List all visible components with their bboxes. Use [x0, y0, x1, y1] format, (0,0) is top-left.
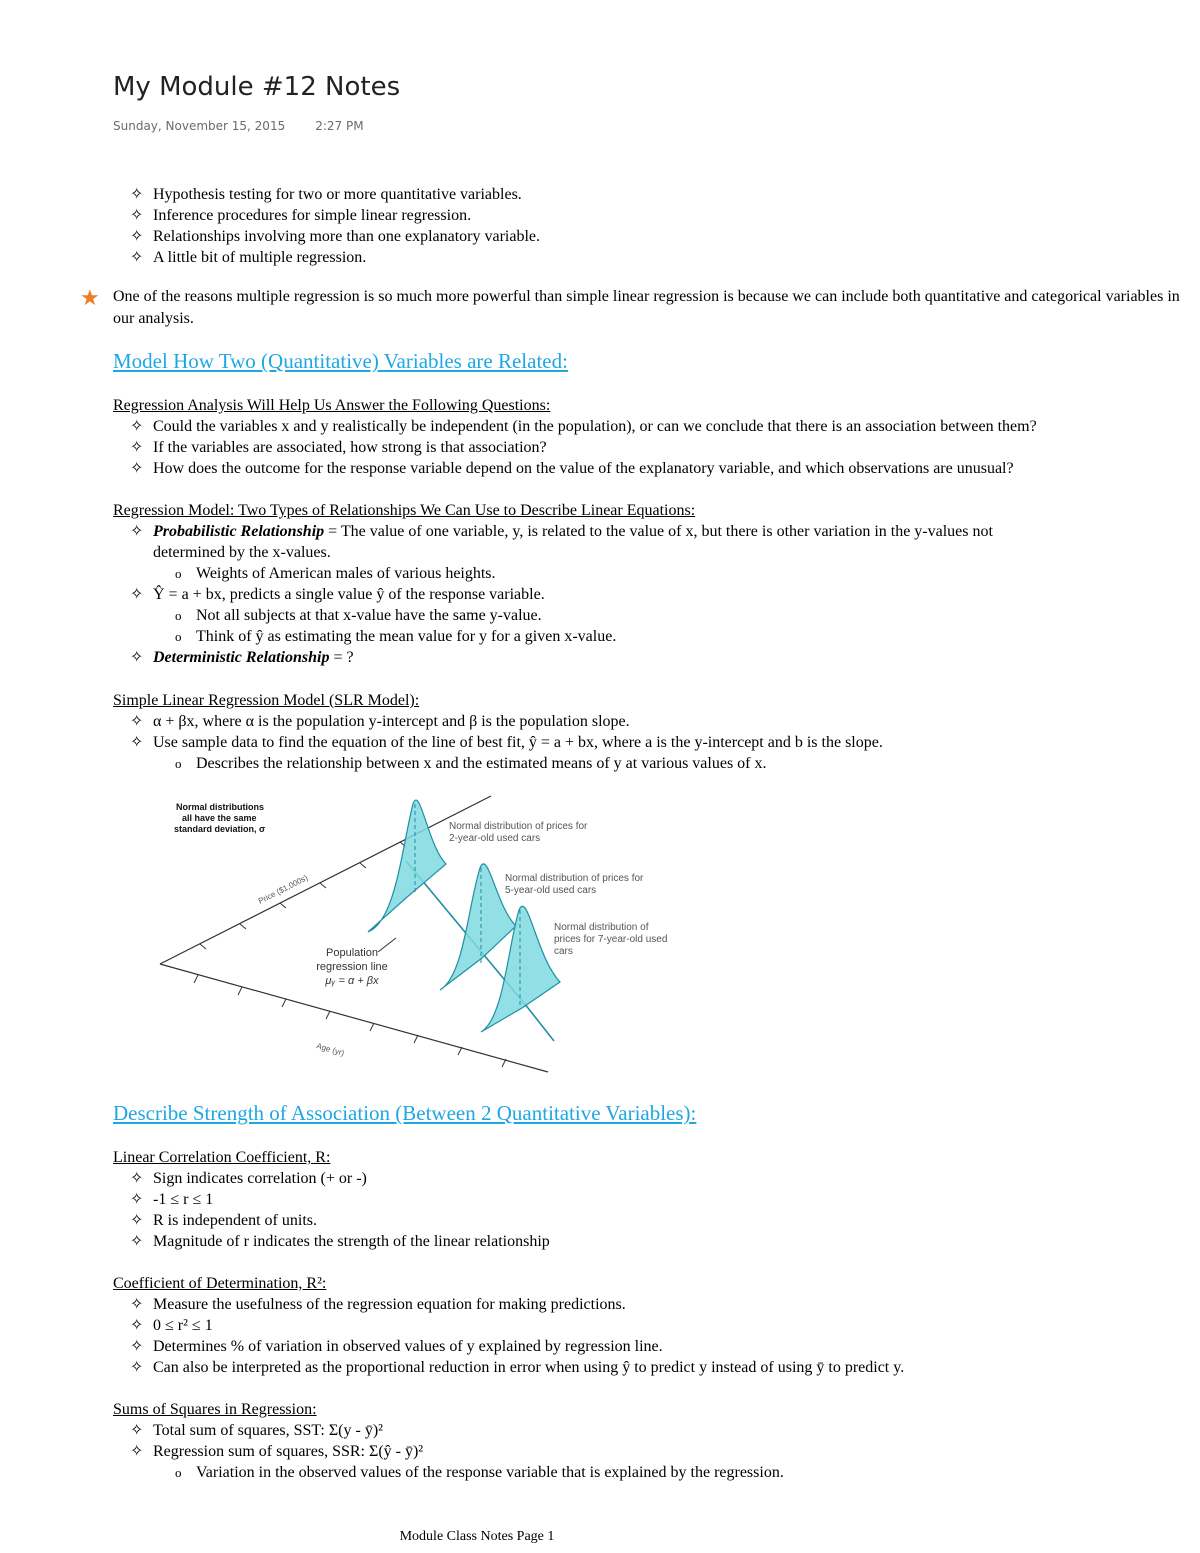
subsection-label: Sums of Squares in Regression: [113, 1401, 317, 1418]
list-item: ✧ Magnitude of r indicates the strength of the linear relationship [130, 1233, 550, 1250]
list-item: ✧ Relationships involving more than one explanatory variable. [130, 228, 541, 245]
regression-line-extension [528, 1008, 554, 1041]
population-line-label [316, 947, 388, 987]
population-pointer [378, 938, 396, 952]
subsection-label: Regression Analysis Will Help Us Answer the Following Questions: [113, 397, 551, 414]
svg-text:2-year-old used cars: 2-year-old used cars [449, 833, 541, 844]
regression-questions [0, 395, 1037, 479]
bullet-icon: ✧ [130, 1422, 144, 1439]
list-item: ✧ Hypothesis testing for two or more quantitative variables. [130, 186, 522, 203]
list-item: ✧ Could the variables x and y realistically be independent (in the population), or can we conclude that there is an association between them? [130, 418, 1037, 435]
page-timestamp [113, 119, 364, 133]
bullet-icon: ✧ [130, 1443, 144, 1460]
price-axis-ticks [200, 842, 406, 949]
slr-model [0, 690, 883, 774]
page-time: 2:27 PM [315, 119, 364, 133]
list-item: ✧ -1 ≤ r ≤ 1 [130, 1191, 214, 1208]
list-item: ✧ Ŷ = a + bx, predicts a single value ŷ of the response variable. [130, 586, 545, 603]
bullet-icon: ✧ [130, 649, 144, 666]
sub-list-item: o Not all subjects at that x-value have the same y-value. [175, 607, 542, 624]
sigma-note [174, 802, 265, 834]
bell-curve-2yr [368, 800, 446, 932]
bullet-icon: ✧ [130, 460, 144, 477]
list-item: ✧ 0 ≤ r² ≤ 1 [130, 1317, 213, 1334]
sub-list-item: o Describes the relationship between x and the estimated means of y at various values of x. [175, 755, 767, 772]
intro-bullet-list [0, 184, 540, 268]
svg-text:regression line: regression line [316, 961, 388, 973]
list-item: ✧ Probabilistic Relationship = The value of one variable, y, is related to the value of x, but there is other variation in the y-values not [130, 523, 993, 540]
star-icon: ★ [80, 285, 100, 310]
list-item: ✧ Inference procedures for simple linear regression. [130, 207, 472, 224]
list-item: ✧ If the variables are associated, how strong is that association? [130, 439, 547, 456]
bullet-icon: ✧ [130, 186, 144, 203]
circle-bullet-icon: o [175, 566, 182, 581]
svg-text:Normal distribution of prices: Normal distribution of prices for [505, 873, 644, 884]
bullet-icon: ✧ [130, 523, 144, 540]
list-item: ✧ α + βx, where α is the population y-intercept and β is the population slope. [130, 713, 630, 730]
list-item: ✧ R is independent of units. [130, 1212, 317, 1229]
sub-list-item: o Weights of American males of various heights. [175, 565, 496, 582]
bullet-icon: ✧ [130, 1296, 144, 1313]
section-heading-strength: Describe Strength of Association (Between 2 Quantitative Variables): [113, 1101, 697, 1125]
bullet-icon: ✧ [130, 586, 144, 603]
sub-list-item: o Think of ŷ as estimating the mean value for y for a given x-value. [175, 628, 617, 645]
list-item: ✧ Measure the usefulness of the regression equation for making predictions. [130, 1296, 626, 1313]
subsection-label: Regression Model: Two Types of Relationships We Can Use to Describe Linear Equations: [113, 502, 696, 519]
svg-text:Normal distribution of prices: Normal distribution of prices for [449, 821, 588, 832]
x-axis-title: Age (yr) [315, 1041, 346, 1058]
bullet-icon: ✧ [130, 1191, 144, 1208]
bullet-icon: ✧ [130, 418, 144, 435]
regression-distribution-figure [156, 786, 681, 1078]
circle-bullet-icon: o [175, 756, 182, 771]
svg-text:Normal distribution of: Normal distribution of [554, 922, 649, 933]
circle-bullet-icon: o [175, 629, 182, 644]
section-heading-model: Model How Two (Quantitative) Variables are Related: [113, 349, 568, 373]
y-axis-title: Price ($1,000s) [256, 873, 310, 906]
bullet-icon: ✧ [130, 228, 144, 245]
correlation-coefficient [0, 1147, 550, 1252]
bullet-icon: ✧ [130, 1317, 144, 1334]
svg-text:cars: cars [554, 946, 573, 957]
bullet-icon: ✧ [130, 1338, 144, 1355]
term-deterministic: Deterministic Relationship [153, 649, 330, 666]
svg-text:standard deviation, σ: standard deviation, σ [174, 824, 266, 834]
svg-text:Population: Population [326, 947, 378, 959]
sub-list-item: o Variation in the observed values of the response variable that is explained by the regression. [175, 1464, 784, 1481]
subsection-label: Linear Correlation Coefficient, R: [113, 1149, 331, 1166]
list-item: ✧ Regression sum of squares, SSR: Σ(ŷ - ȳ)² [130, 1443, 424, 1460]
circle-bullet-icon: o [175, 608, 182, 623]
sums-of-squares [0, 1399, 784, 1483]
svg-text:5-year-old used cars: 5-year-old used cars [505, 885, 597, 896]
list-item: ✧ A little bit of multiple regression. [130, 249, 367, 266]
list-item: ✧ Determines % of variation in observed values of y explained by regression line. [130, 1338, 663, 1355]
list-item-continuation: determined by the x-values. [153, 544, 331, 561]
list-item: ✧ Use sample data to find the equation of the line of best fit, ŷ = a + bx, where a is the y-intercept and b is the slope. [130, 734, 883, 751]
svg-text:all have the same: all have the same [182, 813, 257, 823]
list-item: ✧ Deterministic Relationship = ? [130, 649, 354, 666]
coefficient-of-determination [0, 1273, 904, 1378]
list-item: ✧ Sign indicates correlation (+ or -) [130, 1170, 367, 1187]
bullet-icon: ✧ [130, 1359, 144, 1376]
bullet-icon: ✧ [130, 734, 144, 751]
bullet-icon: ✧ [130, 1212, 144, 1229]
list-item: ✧ Total sum of squares, SST: Σ(y - ȳ)² [130, 1422, 383, 1439]
list-item: ✧ Can also be interpreted as the proportional reduction in error when using ŷ to predict y instead of using ȳ to predict y. [130, 1359, 905, 1376]
bullet-icon: ✧ [130, 1233, 144, 1250]
page-date: Sunday, November 15, 2015 [113, 119, 286, 133]
circle-bullet-icon: o [175, 1465, 182, 1480]
regression-model-types [0, 500, 993, 668]
page-footer: Module Class Notes Page 1 [399, 1529, 555, 1544]
subsection-label: Coefficient of Determination, R²: [113, 1275, 327, 1292]
star-note: One of the reasons multiple regression is so much more powerful than simple linear regression is because we can include both quantitative and categorical variables in our analysis. [113, 288, 1180, 327]
svg-text:prices for 7-year-old used: prices for 7-year-old used [554, 934, 668, 945]
page-title: My Module #12 Notes [113, 72, 401, 102]
bullet-icon: ✧ [130, 207, 144, 224]
list-item: ✧ How does the outcome for the response variable depend on the value of the explanatory variable, and which observations are unusual? [130, 460, 1014, 477]
svg-text:Normal distributions: Normal distributions [176, 802, 265, 812]
bullet-icon: ✧ [130, 1170, 144, 1187]
svg-text:μᵧ = α + βx: μᵧ = α + βx [325, 975, 379, 987]
bullet-icon: ✧ [130, 713, 144, 730]
bullet-icon: ✧ [130, 249, 144, 266]
age-axis-ticks [194, 975, 506, 1067]
term-probabilistic: Probabilistic Relationship [153, 523, 325, 540]
bullet-icon: ✧ [130, 439, 144, 456]
subsection-label: Simple Linear Regression Model (SLR Model): [113, 692, 420, 709]
